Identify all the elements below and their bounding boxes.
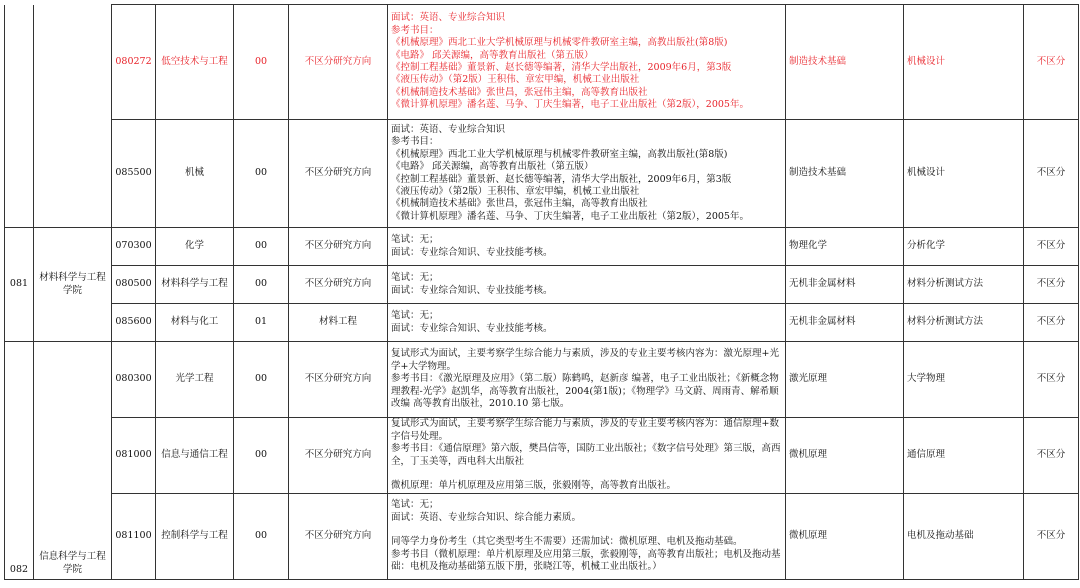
requirements-cell xyxy=(388,228,786,266)
direction-name: 不区分研究方向 xyxy=(289,266,388,304)
requirement-line: 面试：专业综合知识、专业技能考核。 xyxy=(391,246,553,258)
requirement-line: 《控制工程基础》董景新、赵长德等编著，清华大学出版社，2009年6月，第3版 xyxy=(391,62,732,73)
major-name: 化学 xyxy=(156,228,234,266)
table-row xyxy=(5,342,1079,418)
requirement-line: 《机械原理》西北工业大学机械原理与机械零件教研室主编，高教出版社(第8版) xyxy=(391,148,728,160)
requirement-line: 面试：英语、专业综合知识 xyxy=(391,12,506,24)
major-name: 控制科学与工程 xyxy=(156,494,234,580)
last-column-cell: 不区分 xyxy=(1024,304,1079,342)
requirement-line: 面试：英语、专业综合知识 xyxy=(391,123,506,135)
last-column-cell: 不区分 xyxy=(1024,494,1079,580)
last-column-cell: 不区分 xyxy=(1024,266,1079,304)
requirements-cell xyxy=(388,120,786,228)
requirement-line: 笔试：无； xyxy=(391,272,439,284)
major-name: 机械 xyxy=(156,120,234,228)
dept-name-cell xyxy=(34,120,112,228)
exam-subject-2: 分析化学 xyxy=(904,228,1024,266)
requirement-line: 《液压传动》（第2版）王积伟、章宏甲编，机械工业出版社 xyxy=(391,185,640,197)
major-code: 080272 xyxy=(112,5,156,120)
dept-name-cell xyxy=(34,5,112,120)
exam-subject-1: 制造技术基础 xyxy=(786,120,904,228)
dept-num-cell: 081 xyxy=(5,228,34,342)
requirement-paragraph: 面试：英语、专业综合知识、综合能力素质。 xyxy=(391,511,582,523)
requirement-paragraph: 参考书目（微机原理：单片机原理及应用第三版，张毅刚等，高等教育出版社；电机及拖动基础：电机及拖动基础第五版下册，张晓江等，机械工业出版社。） xyxy=(391,548,781,573)
requirement-line: 笔试：无； xyxy=(391,234,439,246)
major-code: 085500 xyxy=(112,120,156,228)
dept-name-cell: 材料科学与工程学院 xyxy=(34,228,112,342)
direction-name: 不区分研究方向 xyxy=(289,418,388,494)
dept-num-cell xyxy=(5,120,34,228)
table-row xyxy=(5,304,1079,342)
dept-num-cell: 082 xyxy=(5,342,34,580)
direction-name: 不区分研究方向 xyxy=(289,228,388,266)
major-code: 070300 xyxy=(112,228,156,266)
exam-subject-1: 物理化学 xyxy=(786,228,904,266)
exam-subject-1: 制造技术基础 xyxy=(786,5,904,120)
requirements-cell xyxy=(388,304,786,342)
requirement-paragraph: 同等学力身份考生（其它类型考生不需要）还需加试：微机原理、电机及拖动基础。 xyxy=(391,536,743,548)
direction-code: 00 xyxy=(234,418,289,494)
last-column-cell: 不区分 xyxy=(1024,228,1079,266)
direction-code: 01 xyxy=(234,304,289,342)
table-row xyxy=(5,228,1079,266)
major-code: 081100 xyxy=(112,494,156,580)
major-name: 低空技术与工程 xyxy=(156,5,234,120)
major-code: 080300 xyxy=(112,342,156,418)
exam-subject-1: 无机非金属材料 xyxy=(786,304,904,342)
major-code: 085600 xyxy=(112,304,156,342)
requirements-cell xyxy=(388,418,786,494)
requirement-paragraph: 微机原理：单片机原理及应用第三版，张毅刚等，高等教育出版社。 xyxy=(391,480,677,492)
requirements-cell xyxy=(388,342,786,418)
paragraph-gap xyxy=(391,468,782,480)
requirement-line: 参考书目： xyxy=(391,136,439,148)
exam-subject-2: 通信原理 xyxy=(904,418,1024,494)
exam-subject-2: 机械设计 xyxy=(904,5,1024,120)
requirement-line: 面试：专业综合知识、专业技能考核。 xyxy=(391,322,553,334)
requirement-line: 《液压传动》（第2版）王积伟、章宏甲编，机械工业出版社 xyxy=(391,74,640,86)
direction-code: 00 xyxy=(234,342,289,418)
requirement-paragraph: 笔试：无； xyxy=(391,499,439,511)
major-name: 信息与通信工程 xyxy=(156,418,234,494)
table-row xyxy=(5,120,1079,228)
last-column-cell: 不区分 xyxy=(1024,342,1079,418)
requirement-line: 《机械制造技术基础》张世昌，张冠伟主编，高等教育出版社 xyxy=(391,198,648,210)
last-column-cell: 不区分 xyxy=(1024,120,1079,228)
requirement-line: 《电路》 邱关源编，高等教育出版社（第五版） xyxy=(391,161,594,173)
requirement-line: 笔试：无； xyxy=(391,310,439,322)
requirement-line: 参考书目： xyxy=(391,24,439,36)
requirement-line: 《微计算机原理》潘名莲、马争、丁庆生编著，电子工业出版社（第2版），2005年。 xyxy=(391,99,749,111)
admissions-table xyxy=(4,4,1079,580)
direction-code: 00 xyxy=(234,266,289,304)
dept-name-cell: 信息科学与工程学院 xyxy=(34,342,112,580)
table-row xyxy=(5,418,1079,494)
direction-name: 不区分研究方向 xyxy=(289,120,388,228)
requirements-cell xyxy=(388,266,786,304)
exam-subject-2: 材料分析测试方法 xyxy=(904,266,1024,304)
requirement-line: 面试：专业综合知识、专业技能考核。 xyxy=(391,284,553,296)
paragraph-gap xyxy=(391,524,782,536)
major-name: 材料科学与工程 xyxy=(156,266,234,304)
table-row xyxy=(5,266,1079,304)
direction-name: 不区分研究方向 xyxy=(289,494,388,580)
major-code: 080500 xyxy=(112,266,156,304)
requirement-line: 《机械原理》西北工业大学机械原理与机械零件教研室主编，高教出版社(第8版) xyxy=(391,37,728,49)
direction-code: 00 xyxy=(234,120,289,228)
exam-subject-2: 材料分析测试方法 xyxy=(904,304,1024,342)
exam-subject-2: 机械设计 xyxy=(904,120,1024,228)
exam-subject-1: 微机原理 xyxy=(786,418,904,494)
requirement-line: 《微计算机原理》潘名莲、马争、丁庆生编著，电子工业出版社（第2版），2005年。 xyxy=(391,210,749,222)
direction-code: 00 xyxy=(234,5,289,120)
major-name: 材料与化工 xyxy=(156,304,234,342)
requirements-cell xyxy=(388,494,786,580)
requirement-paragraph: 参考书目：《通信原理》第六版，樊昌信等，国防工业出版社；《数字信号处理》第三版，高西全，丁玉美等，西电科大出版社 xyxy=(391,443,781,467)
requirement-paragraph: 复试形式为面试，主要考察学生综合能力与素质，涉及的专业主要考核内容为：激光原理+光学+大学物理。 xyxy=(391,348,779,372)
direction-code: 00 xyxy=(234,228,289,266)
direction-name: 材料工程 xyxy=(289,304,388,342)
table-row xyxy=(5,494,1079,580)
requirement-paragraph: 参考书目：《激光原理及应用》（第二版）陈鹤鸣，赵新彦 编著，电子工业出版社；《新概念物理教程-光学》赵凯华，高等教育出版社，2004(第1版)；《物理学》马文蔚、周雨青、解希顺改编 高等教育出版社，2010.10 第七版。 xyxy=(391,373,779,410)
last-column-cell: 不区分 xyxy=(1024,418,1079,494)
direction-name: 不区分研究方向 xyxy=(289,342,388,418)
exam-subject-2: 大学物理 xyxy=(904,342,1024,418)
exam-subject-1: 激光原理 xyxy=(786,342,904,418)
major-name: 光学工程 xyxy=(156,342,234,418)
requirement-paragraph: 复试形式为面试，主要考察学生综合能力与素质，涉及的专业主要考核内容为：通信原理+数字信号处理。 xyxy=(391,418,779,442)
requirement-line: 《电路》 邱关源编，高等教育出版社（第五版） xyxy=(391,49,594,61)
last-column-cell: 不区分 xyxy=(1024,5,1079,120)
exam-subject-1: 微机原理 xyxy=(786,494,904,580)
exam-subject-1: 无机非金属材料 xyxy=(786,266,904,304)
requirements-cell xyxy=(388,5,786,120)
requirement-line: 《控制工程基础》董景新、赵长德等编著，清华大学出版社，2009年6月，第3版 xyxy=(391,173,732,185)
requirement-line: 《机械制造技术基础》张世昌，张冠伟主编，高等教育出版社 xyxy=(391,86,648,98)
major-code: 081000 xyxy=(112,418,156,494)
direction-name: 不区分研究方向 xyxy=(289,5,388,120)
table-row xyxy=(5,5,1079,120)
dept-num-cell xyxy=(5,5,34,120)
direction-code: 00 xyxy=(234,494,289,580)
exam-subject-2: 电机及拖动基础 xyxy=(904,494,1024,580)
